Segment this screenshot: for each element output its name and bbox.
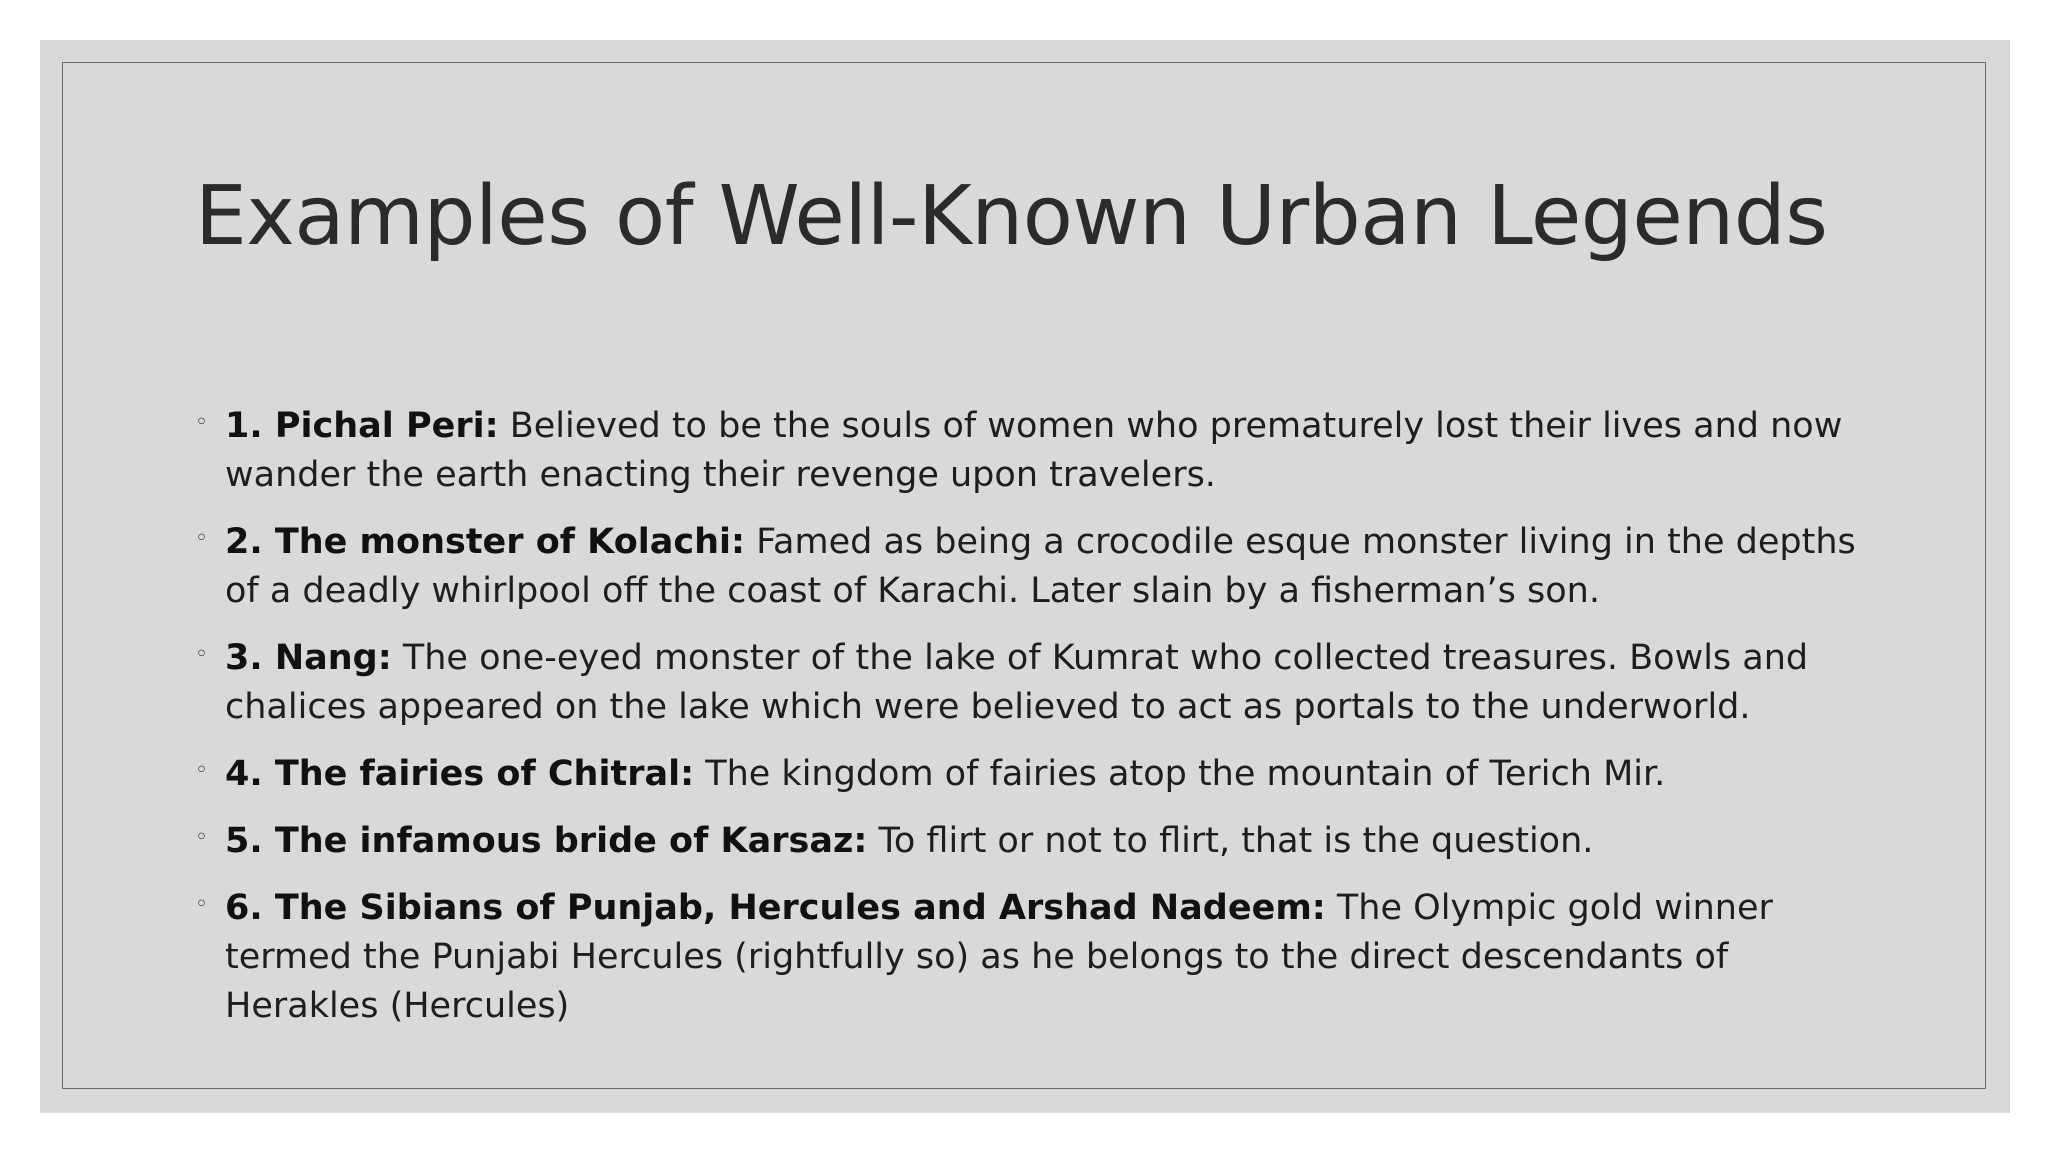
bullet-lead: 2. The monster of Kolachi: (225, 522, 746, 562)
bullet-marker-icon: ◦ (195, 825, 208, 850)
bullet-text: Famed as being a crocodile esque monster living in the depths of a deadly whirlpool off the coast of Karachi. Later slain by a fisherman’s son. (225, 522, 1856, 611)
slide-title: Examples of Well-Known Urban Legends (195, 169, 1828, 264)
bullet-item-pichal-peri (195, 402, 1875, 500)
bullet-lead: 4. The fairies of Chitral: (225, 754, 695, 794)
bullet-marker-icon: ◦ (195, 892, 208, 917)
bullet-text: To flirt or not to flirt, that is the question. (867, 821, 1594, 861)
bullet-list (195, 402, 1875, 1049)
bullet-text: The Olympic gold winner termed the Punjabi Hercules (rightfully so) as he belongs to the direct descendants of Herakles (Hercules) (225, 888, 1773, 1026)
bullet-item-monster-of-kolachi (195, 518, 1875, 616)
bullet-lead: 1. Pichal Peri: (225, 406, 499, 446)
bullet-item-sibians-of-punjab (195, 884, 1875, 1031)
bullet-lead: 5. The infamous bride of Karsaz: (225, 821, 868, 861)
bullet-text: Believed to be the souls of women who prematurely lost their lives and now wander the earth enacting their revenge upon travelers. (225, 406, 1843, 495)
bullet-item-bride-of-karsaz (195, 817, 1875, 866)
bullet-marker-icon: ◦ (195, 758, 208, 783)
bullet-item-fairies-of-chitral (195, 750, 1875, 799)
bullet-lead: 6. The Sibians of Punjab, Hercules and Arshad Nadeem: (225, 888, 1326, 928)
bullet-marker-icon: ◦ (195, 526, 208, 551)
bullet-marker-icon: ◦ (195, 410, 208, 435)
bullet-text: The one-eyed monster of the lake of Kumrat who collected treasures. Bowls and chalices appeared on the lake which were believed to act as portals to the underworld. (225, 638, 1809, 727)
bullet-lead: 3. Nang: (225, 638, 392, 678)
slide (40, 40, 2010, 1113)
bullet-text: The kingdom of fairies atop the mountain of Terich Mir. (694, 754, 1666, 794)
bullet-item-nang (195, 634, 1875, 732)
bullet-marker-icon: ◦ (195, 642, 208, 667)
